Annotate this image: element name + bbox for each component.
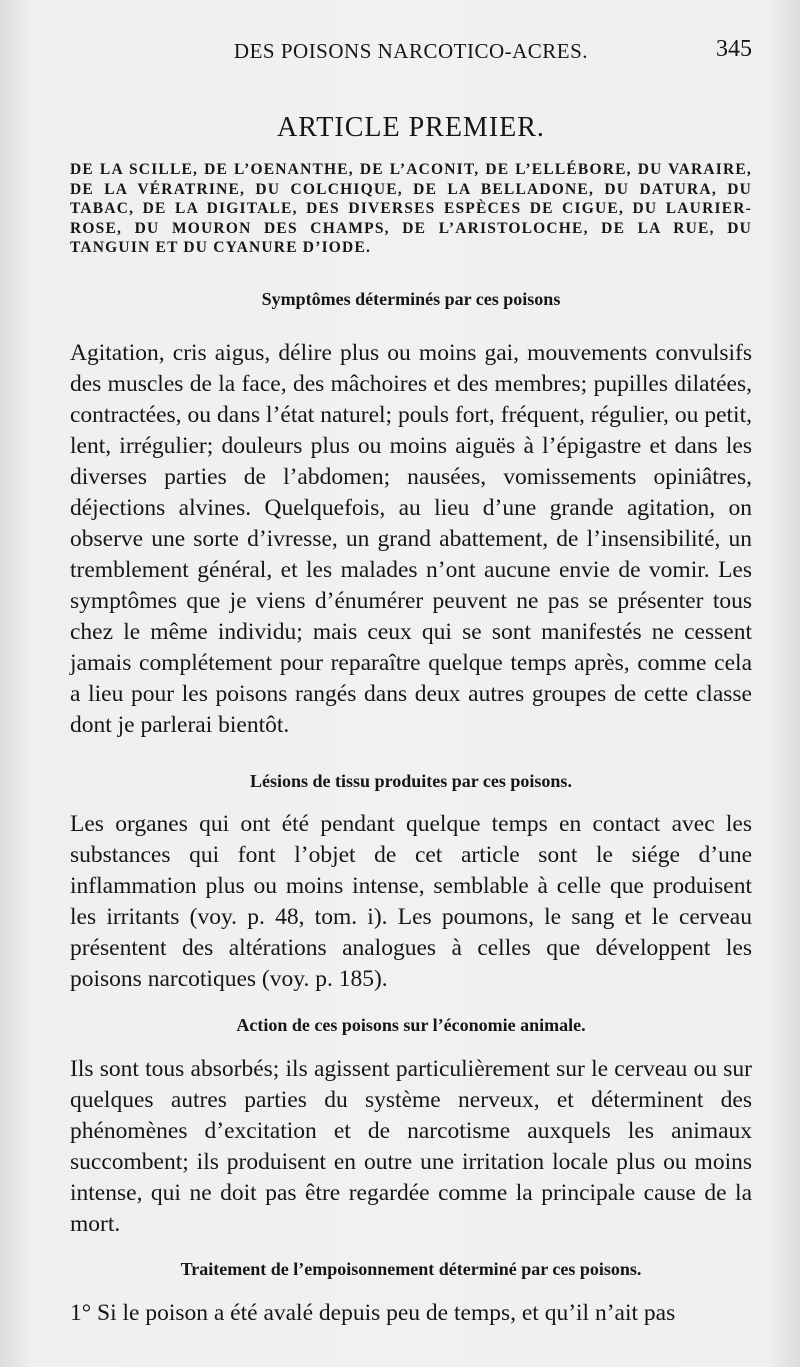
paragraph-lesions: Les organes qui ont été pendant quelque temps en contact avec les substances qui font l’objet de cet article sont le siége d’une inflammation plus ou moins intense, semblable à celle que produisent les irritants (voy. p. 48, tom. i). Les poumons, le sang et le cerveau présentent des altérations analogues à celles que développent les poisons narcotiques (voy. p. 185). (70, 811, 752, 992)
article-title: ARTICLE PREMIER. (277, 112, 545, 143)
section-heading-treatment: Traitement de l’empoisonnement déterminé par ces poisons. (180, 1259, 642, 1279)
running-head: DES POISONS NARCOTICO-ACRES. (233, 39, 589, 63)
section-heading-action: Action de ces poisons sur l’économie animale. (236, 1015, 586, 1035)
section-heading-symptoms: Symptômes déterminés par ces poisons (261, 289, 561, 309)
page-number: 345 (716, 36, 752, 62)
paragraph-action: Ils sont tous absorbés; ils agissent particulièrement sur le cerveau ou sur quelques autres parties du système nerveux, et déterminent des phénomènes d’excitation et de narcotisme auxquels les animaux succombent; ils produisent en outre une irritation locale plus ou moins intense, qui ne doit pas être regardée comme la principale cause de la mort. (70, 1056, 752, 1237)
page-header (70, 36, 752, 66)
section-heading-lesions: Lésions de tissu produites par ces poisons. (250, 771, 572, 791)
paragraph-symptoms: Agitation, cris aigus, délire plus ou moins gai, mouvements convulsifs des muscles de la face, des mâchoires et des membres; pupilles dilatées, contractées, ou dans l’état naturel; pouls fort, fréquent, régulier, ou petit, lent, irrégulier; douleurs plus ou moins aiguës à l’épigastre et dans les diverses parties de l’abdomen; nausées, vomissements opiniâtres, déjections alvines. Quelquefois, au lieu d’une grande agitation, on observe une sorte d’ivresse, un grand abattement, de l’insensibilité, un tremblement général, et les malades n’ont aucune envie de vomir. Les symptômes que je viens d’énumérer peuvent ne pas se présenter tous chez le même individu; mais ceux qui se sont manifestés ne cessent jamais complétement pour reparaître quelque temps après, comme cela a lieu pour les poisons rangés dans deux autres groupes de cette classe dont je parlerai bientôt. (70, 340, 752, 738)
paragraph-treatment: 1° Si le poison a été avalé depuis peu de temps, et qu’il n’ait pas (70, 1300, 676, 1326)
article-subtitle: DE LA SCILLE, DE L’OENANTHE, DE L’ACONIT, DE L’ELLÉBORE, DU VARAIRE, DE LA VÉRATRINE, DU COLCHIQUE, DE LA BELLADONE, DU DATURA, DU TABAC, DE LA DIGITALE, DES DIVERSES ESPÈCES DE CIGUE, DU LAURIER-ROSE, DU MOURON DES CHAMPS, DE L’ARISTOLOCHE, DE LA RUE, DU TANGUIN ET DU CYANURE D’IODE. (70, 161, 752, 257)
